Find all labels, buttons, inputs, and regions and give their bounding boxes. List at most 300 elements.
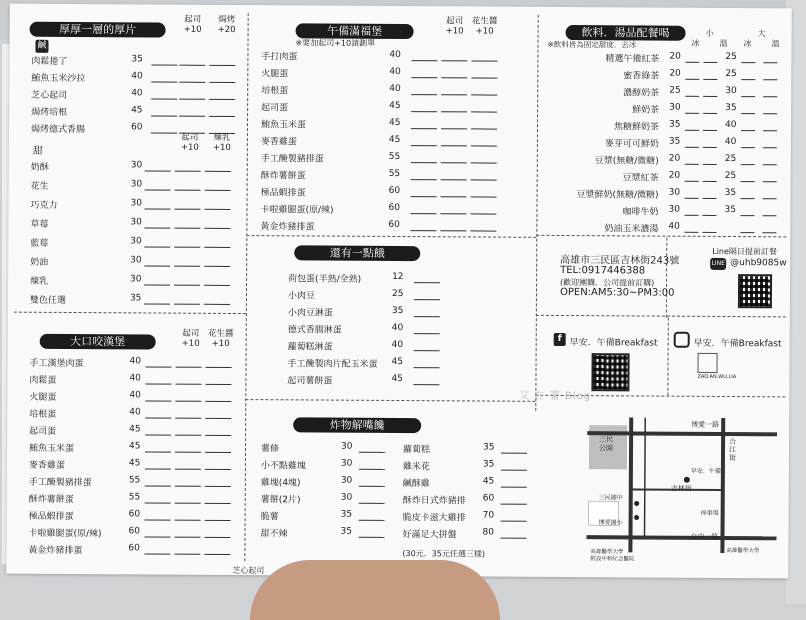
order-blank[interactable] [175,384,201,385]
drink-price-small: 40 [668,221,680,232]
menu-item-price: 40 [391,322,404,334]
order-blank[interactable] [741,147,755,148]
order-blank[interactable] [471,60,497,61]
divider [244,13,248,561]
order-blank[interactable] [440,213,466,214]
order-blank[interactable] [175,190,201,191]
menu-item-name: 極品蝦排蛋 [260,188,306,199]
order-blank[interactable] [411,196,437,197]
order-blank[interactable] [470,213,496,214]
menu-item-price: 60 [128,543,140,554]
order-blank[interactable] [205,452,231,453]
order-blank[interactable] [175,503,201,504]
order-blank[interactable] [174,247,200,248]
order-blank[interactable] [411,128,437,129]
menu-item-name: 鹹酥雞 [402,479,430,490]
menu-item-price: 80 [482,527,495,538]
order-blank[interactable] [414,299,440,300]
menu-item-price: 45 [128,458,141,469]
divider [667,318,668,396]
instagram-icon [674,332,690,348]
drink-price-small: 30 [668,204,680,215]
menu-item-price: 12 [392,271,404,283]
divider [536,235,786,238]
menu-item-price: 55 [388,151,401,163]
menu-item-name: 手工漢堡肉蛋 [29,358,84,370]
order-blank[interactable] [703,164,717,165]
menu-item-price: 35 [340,509,353,520]
order-blank[interactable] [763,96,777,97]
order-blank[interactable] [471,111,497,112]
menu-item-price: 40 [389,66,401,78]
order-blank[interactable] [471,179,497,180]
menu-item-price: 35 [340,526,353,537]
order-blank[interactable] [358,537,384,538]
savory-badge: 鹹 [35,40,48,53]
order-blank[interactable] [684,215,698,216]
order-blank[interactable] [204,247,230,248]
menu-item-price: 40 [129,356,142,367]
menu-item-name: 培根蛋 [29,409,57,420]
order-blank[interactable] [209,116,235,117]
order-blank[interactable] [411,179,437,180]
order-blank[interactable] [685,113,699,114]
order-blank[interactable] [411,162,437,163]
order-blank[interactable] [205,469,231,470]
order-blank[interactable] [144,536,170,537]
order-blank[interactable] [411,145,437,146]
order-blank[interactable] [175,171,201,172]
drink-name: 麥芽可可鮮奶 [604,139,659,150]
order-blank[interactable] [144,265,170,266]
order-blank[interactable] [440,230,466,231]
order-blank[interactable] [411,111,437,112]
divider [536,315,786,318]
order-blank[interactable] [144,553,170,554]
menu-item-price: 35 [131,54,143,65]
menu-item-price: 60 [388,202,400,214]
order-blank[interactable] [174,266,200,267]
order-blank[interactable] [176,367,202,368]
order-blank[interactable] [471,77,497,78]
menu-item-price: 45 [131,105,143,116]
order-blank[interactable] [175,520,201,521]
order-blank[interactable] [441,60,467,61]
order-blank[interactable] [411,77,437,78]
menu-sheet [6,4,791,579]
order-blank[interactable] [741,62,755,63]
menu-item-name: 雞米花 [402,462,430,473]
order-blank[interactable] [685,147,699,148]
order-blank[interactable] [441,145,467,146]
order-blank[interactable] [144,303,170,304]
order-blank[interactable] [740,232,754,233]
menu-item-name: 脆薯 [260,512,279,523]
order-blank[interactable] [471,162,497,163]
order-blank[interactable] [145,519,171,520]
order-blank[interactable] [206,367,232,368]
drink-name: 鮮奶茶 [632,105,660,116]
order-blank[interactable] [441,77,467,78]
order-blank[interactable] [205,503,231,504]
order-blank[interactable] [685,130,699,131]
order-blank[interactable] [175,486,201,487]
order-blank[interactable] [175,418,201,419]
order-blank[interactable] [146,366,172,367]
menu-item-name: 酥炸日式炸豬排 [402,496,466,507]
map-road-hejiang: 合 江 街 [728,438,737,463]
order-blank[interactable] [145,400,171,401]
menu-item-name: 蘿蔔糕 [402,445,431,456]
order-blank[interactable] [763,198,777,199]
drink-price-small: 20 [669,51,681,62]
order-blank[interactable] [204,304,230,305]
line-qr-icon[interactable] [738,274,772,308]
menu-item-name: 鮪魚玉米沙拉 [31,73,86,85]
order-blank[interactable] [685,164,699,165]
order-blank[interactable] [174,537,200,538]
menu-item-price: 45 [391,373,403,385]
menu-item-price: 30 [130,179,143,190]
menu-item-name: 煉乳 [30,276,49,287]
order-blank[interactable] [359,486,385,487]
menu-item-name: 黃金炸豬排蛋 [28,545,83,557]
order-blank[interactable] [174,285,200,286]
menu-item-price: 25 [391,288,404,300]
section-title-toast: 厚厚一層的厚片 [30,22,166,38]
menu-item-name: 手工醃製豬排蛋 [28,477,92,489]
drink-price-small: 25 [669,85,681,96]
order-blank[interactable] [209,65,235,66]
order-blank[interactable] [204,209,230,210]
line-label: Line隔日提前訂餐 [712,246,777,257]
order-blank[interactable] [179,116,205,117]
menu-item-name: 小肉豆淋蛋 [287,308,333,319]
divider [246,235,536,238]
order-blank[interactable] [411,60,437,61]
drink-price-small: 20 [668,153,681,164]
order-blank[interactable] [500,538,526,539]
order-blank[interactable] [151,132,177,133]
order-blank[interactable] [175,452,201,453]
menu-item-price: 45 [388,117,401,129]
order-blank[interactable] [205,401,231,402]
order-blank[interactable] [205,435,231,436]
order-blank[interactable] [702,215,716,216]
order-blank[interactable] [145,434,171,435]
menu-item-price: 40 [391,339,404,351]
order-blank[interactable] [151,115,177,116]
order-blank[interactable] [151,98,177,99]
order-blank[interactable] [471,128,497,129]
order-blank[interactable] [145,451,171,452]
menu-item-price: 55 [128,475,141,486]
menu-item-price: 30 [130,198,143,209]
platter-note: (30元．35元任選三樣) [402,549,486,559]
order-blank[interactable] [741,164,755,165]
menu-item-name: 鮪魚玉米蛋 [260,120,307,131]
order-blank[interactable] [501,453,527,454]
order-blank[interactable] [145,170,171,171]
order-blank[interactable] [411,94,437,95]
menu-item-name: 黃金炸豬排蛋 [260,222,315,233]
order-blank[interactable] [151,64,177,65]
menu-item-name: 起司蛋 [29,426,57,437]
store-marker [684,477,690,483]
col-header-small: 小 [705,28,714,38]
order-blank[interactable] [685,198,699,199]
order-blank[interactable] [204,554,230,555]
order-blank[interactable] [205,171,231,172]
menu-item-price: 30 [130,217,142,228]
drink-name: 奶油玉米濃湯 [604,224,659,235]
col-header-condensed: 煉乳 +10 [212,132,231,153]
order-blank[interactable] [684,232,698,233]
order-blank[interactable] [205,190,231,191]
order-blank[interactable] [359,469,385,470]
order-blank[interactable] [175,401,201,402]
order-blank[interactable] [144,246,170,247]
menu-item-name: 甜不辣 [260,529,288,540]
menu-item-price: 30 [130,274,142,285]
map-parking: 停車場 [700,509,719,517]
menu-item-name: 德式香腸淋蛋 [287,325,342,336]
menu-item-name: 花生 [30,181,49,192]
menu-item-name: 藍莓 [30,238,49,249]
section-title-big-burger: 大口咬漢堡 [40,334,156,350]
order-blank[interactable] [359,452,385,453]
happy-burger-note: ※要加起司+10請劃單 [295,38,376,48]
menu-item-name: 焗烤培根 [31,107,68,118]
order-blank[interactable] [145,189,171,190]
map-store-label: 早安．午備 [690,467,721,475]
section-title-drinks: 飲料．湯品配餐喝 [566,25,686,41]
col-header-cold-l: 冰 [743,39,752,49]
order-blank[interactable] [763,79,777,80]
order-blank[interactable] [741,79,755,80]
menu-item-price: 30 [130,236,142,247]
order-blank[interactable] [441,179,467,180]
order-blank[interactable] [145,417,171,418]
map-school-2: 博愛國小 [598,519,623,527]
menu-item-price: 60 [128,526,141,537]
menu-item-name: 鮪魚玉米蛋 [28,443,75,455]
instagram-id: ZAO.AN.WU.LIA [697,373,737,381]
order-blank[interactable] [179,82,205,83]
drink-name: 咖啡牛奶 [622,207,659,218]
order-blank[interactable] [209,82,235,83]
order-blank[interactable] [471,145,497,146]
order-blank[interactable] [441,94,467,95]
order-blank[interactable] [471,196,497,197]
order-blank[interactable] [501,504,527,505]
col-header-warm-l: 溫 [771,39,780,49]
order-blank[interactable] [144,208,170,209]
order-blank[interactable] [763,164,777,165]
order-blank[interactable] [414,367,440,368]
order-blank[interactable] [174,554,200,555]
order-blank[interactable] [685,62,699,63]
order-blank[interactable] [145,468,171,469]
order-blank[interactable] [144,284,170,285]
order-blank[interactable] [763,130,777,131]
order-blank[interactable] [359,520,385,521]
order-blank[interactable] [174,228,200,229]
menu-item-name: 手打肉蛋 [261,52,298,63]
facebook-qr-icon[interactable] [591,353,629,391]
order-blank[interactable] [501,521,527,522]
menu-item-name: 手工醃製豬排蛋 [260,154,324,165]
menu-item-price: 30 [340,475,353,486]
order-blank[interactable] [441,162,467,163]
order-blank[interactable] [703,113,717,114]
order-blank[interactable] [145,485,171,486]
menu-item-price: 60 [388,219,400,231]
menu-item-name: 手工醃製肉片配玉米蛋 [287,359,378,370]
order-blank[interactable] [763,147,777,148]
menu-item-price: 40 [389,49,401,61]
order-blank[interactable] [703,62,717,63]
order-blank[interactable] [179,99,205,100]
order-blank[interactable] [145,502,171,503]
drink-price-large: 40 [724,119,737,131]
menu-item-name: 薯條 [261,444,280,455]
order-blank[interactable] [763,62,777,63]
menu-item-name: 麥香雞蛋 [28,460,65,471]
menu-item-name: 酥炸薯餅蛋 [260,171,306,182]
order-blank[interactable] [703,96,717,97]
order-blank[interactable] [145,383,171,384]
menu-item-price: 60 [482,493,495,504]
order-blank[interactable] [703,147,717,148]
order-blank[interactable] [204,285,230,286]
order-blank[interactable] [413,384,439,385]
col-header-large: 大 [757,29,766,39]
sweet-badge: 甜 [32,145,43,157]
col-header-bake: 焗烤 +20 [217,14,236,35]
menu-item-name: 雙色任選 [29,295,66,306]
order-blank[interactable] [741,113,755,114]
order-blank[interactable] [470,230,496,231]
order-blank[interactable] [741,181,755,182]
order-blank[interactable] [410,230,436,231]
drink-price-large: 25 [724,153,737,165]
menu-item-name: 脆皮卡滋大雞排 [402,513,466,524]
drink-price-small: 20 [669,68,681,79]
menu-item-price: 60 [130,122,143,133]
menu-item-name: 酥炸薯餅蛋 [28,494,74,506]
order-blank[interactable] [740,215,754,216]
order-blank[interactable] [762,232,776,233]
order-blank[interactable] [501,470,527,471]
opening-hours: OPEN:AM5:30~PM3:00 [559,286,675,299]
order-blank[interactable] [501,487,527,488]
menu-item-price: 35 [482,459,495,470]
menu-item-price: 55 [128,492,141,503]
order-blank[interactable] [741,198,755,199]
order-blank[interactable] [763,113,777,114]
menu-item-price: 40 [131,71,143,82]
order-blank[interactable] [441,111,467,112]
order-blank[interactable] [471,94,497,95]
order-blank[interactable] [204,266,230,267]
menu-item-price: 70 [482,510,495,521]
menu-item-price: 60 [388,185,401,197]
order-blank[interactable] [702,232,716,233]
order-blank[interactable] [179,65,205,66]
order-blank[interactable] [175,469,201,470]
order-blank[interactable] [685,181,699,182]
order-blank[interactable] [441,128,467,129]
order-blank[interactable] [205,520,231,521]
order-blank[interactable] [414,333,440,334]
drink-name: 豆漿鮮奶(無糖/微糖) [576,190,659,201]
order-blank[interactable] [414,316,440,317]
menu-item-name: 起司薯餅蛋 [287,376,333,387]
drink-price-small: 30 [669,102,681,113]
order-blank[interactable] [763,181,777,182]
menu-item-price: 40 [129,407,141,418]
order-blank[interactable] [174,304,200,305]
order-blank[interactable] [414,282,440,283]
order-blank[interactable] [703,198,717,199]
menu-item-price: 45 [129,424,141,435]
order-blank[interactable] [741,130,755,131]
menu-item-price: 35 [483,442,495,453]
menu-item-price: 35 [391,305,404,317]
section-title-happy-burger: 午備滿福堡 [296,23,414,39]
order-blank[interactable] [151,81,177,82]
drink-name: 焦糖鮮奶茶 [613,122,660,133]
order-blank[interactable] [175,435,201,436]
order-blank[interactable] [703,130,717,131]
order-blank[interactable] [762,215,776,216]
menu-item-name: 雞塊(4塊) [260,478,301,489]
order-blank[interactable] [144,227,170,228]
drink-name: 蜜香綠茶 [623,71,660,82]
order-blank[interactable] [410,213,436,214]
order-blank[interactable] [174,209,200,210]
menu-item-price: 40 [129,373,141,384]
order-blank[interactable] [441,196,467,197]
menu-item-name: 起司蛋 [261,103,289,114]
menu-item-name: 卡啦雞腿蛋(原/辣) [260,205,334,216]
menu-item-price: 45 [482,476,495,487]
order-blank[interactable] [703,79,717,80]
order-blank[interactable] [685,79,699,80]
menu-item-price: 30 [130,255,142,266]
map-hospital: 高雄醫學大學 附設中和紀念醫院 [590,549,635,563]
order-blank[interactable] [703,181,717,182]
order-blank[interactable] [209,99,235,100]
line-icon: LINE [710,258,726,270]
order-blank[interactable] [359,503,385,504]
order-blank[interactable] [204,537,230,538]
instagram-qr-icon[interactable] [698,353,718,373]
order-blank[interactable] [685,96,699,97]
order-blank[interactable] [414,350,440,351]
menu-item-price: 45 [391,356,404,368]
order-blank[interactable] [205,486,231,487]
menu-item-price: 30 [130,160,143,171]
order-blank[interactable] [204,228,230,229]
order-blank[interactable] [205,384,231,385]
order-blank[interactable] [741,96,755,97]
drink-price-small: 35 [668,119,681,130]
order-blank[interactable] [205,418,231,419]
menu-item-name: 焗烤德式香腸 [30,124,86,136]
menu-item-name: 奶酥 [30,162,49,173]
